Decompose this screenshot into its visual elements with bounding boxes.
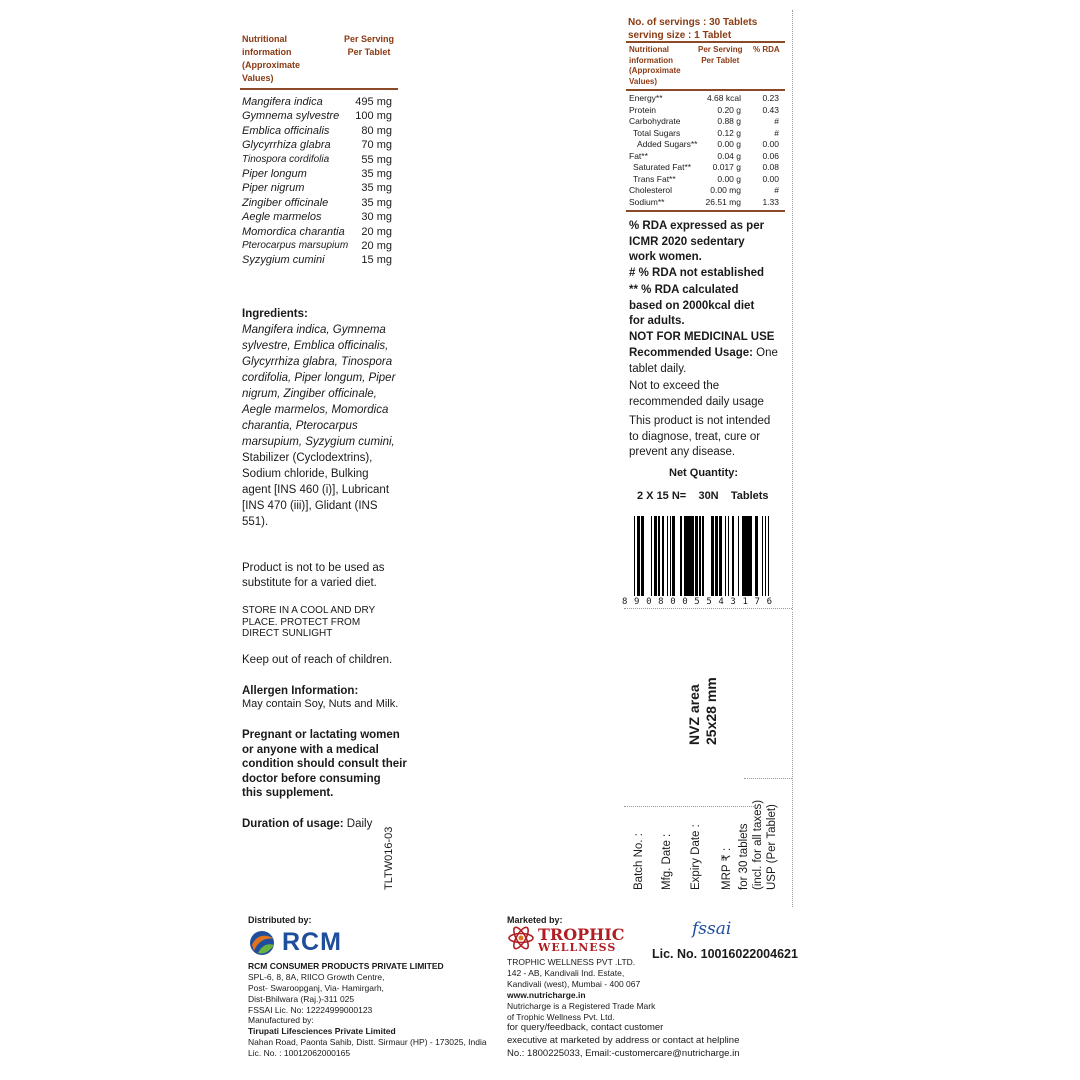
barcode-digit: 8 <box>622 597 628 607</box>
note-line: work women. <box>629 251 702 263</box>
ingredients-plain <box>242 450 389 530</box>
address-line: SPL-6, 8, 8A, RIICO Growth Centre, <box>248 972 385 982</box>
nvz-line: 25x28 mm <box>703 677 719 745</box>
nutrition-row <box>629 185 779 196</box>
serving-size: serving size : 1 Tablet <box>628 30 732 41</box>
table-header-rule <box>626 89 785 91</box>
header-line: information <box>242 47 292 57</box>
guide-line <box>624 608 792 609</box>
allergen-title: Allergen Information: <box>242 685 359 697</box>
composition-amount: 20 mg <box>361 225 392 238</box>
composition-row <box>242 96 392 110</box>
composition-row <box>242 139 392 153</box>
barcode-digit: 0 <box>682 597 688 607</box>
composition-name: Piper longum <box>242 168 307 180</box>
composition-amount: 15 mg <box>361 254 392 267</box>
note-line: DIRECT SUNLIGHT <box>242 628 333 639</box>
nutrient-name: Cholesterol <box>629 185 672 195</box>
address-line: Dist-Bhilwara (Raj.)-311 025 <box>248 994 355 1004</box>
nutrient-value: 0.12 g <box>717 127 741 138</box>
trophic-address <box>507 957 640 990</box>
barcode-digit: 5 <box>694 597 700 607</box>
note-line: ICMR 2020 sedentary <box>629 235 745 248</box>
header-line: Values) <box>242 73 274 83</box>
guide-line <box>792 10 793 610</box>
nutrition-row <box>629 128 779 139</box>
warning-line: or anyone with a medical <box>242 743 379 756</box>
header-line: Nutritional <box>242 34 287 44</box>
table-header-col1 <box>629 45 681 87</box>
guide-line <box>624 806 754 807</box>
rcm-address <box>248 972 385 1016</box>
mrp-label: MRP ₹ : <box>721 847 733 890</box>
composition-name: Zingiber officinale <box>242 196 329 209</box>
nutrient-rda: # <box>774 127 779 138</box>
trademark-note <box>507 1001 655 1023</box>
composition-name: Syzygium cumini <box>242 254 325 267</box>
composition-row <box>242 110 392 124</box>
ingredients-line: charantia, Pterocarpus <box>242 420 358 432</box>
composition-amount: 100 mg <box>355 110 392 123</box>
header-line: Per Tablet <box>701 55 740 65</box>
fssai-license: Lic. No. 10016022004621 <box>652 947 798 961</box>
product-code: TLTW016-03 <box>383 826 395 890</box>
feedback-line: No.: 1800225033, Email:-customercare@nutricharge.in <box>507 1048 740 1059</box>
header-line: Per Serving <box>698 45 743 54</box>
composition-name: Tinospora cordifolia <box>242 153 330 165</box>
composition-name: Piper nigrum <box>242 182 305 195</box>
recommended-usage <box>629 346 778 377</box>
note-line: This product is not intended <box>629 415 771 427</box>
composition-row <box>242 226 392 240</box>
nutrient-name: Trans Fat** <box>633 173 676 184</box>
composition-name: Pterocarpus marsupium <box>242 240 349 251</box>
barcode-digit: 1 <box>742 597 748 607</box>
nutrition-row <box>629 139 779 150</box>
note-line: ** % RDA calculated <box>629 284 739 296</box>
table-top-rule <box>626 41 785 43</box>
composition-row <box>242 240 392 254</box>
nutrient-name: Total Sugars <box>633 127 681 138</box>
composition-row <box>242 211 392 225</box>
composition-amount: 35 mg <box>361 196 392 209</box>
nutrient-rda: 0.06 <box>762 150 779 161</box>
note-line: Product is not to be used as <box>242 562 385 574</box>
rda-note <box>629 219 764 266</box>
rcm-logo-text: RCM <box>282 928 342 956</box>
header-line: (Approximate <box>629 66 681 75</box>
warning-line: Pregnant or lactating women <box>242 729 400 741</box>
warning-line: condition should consult their <box>242 758 407 770</box>
ingredients-line: Glycyrrhiza glabra, Tinospora <box>242 356 393 368</box>
usage-value: One <box>752 347 778 359</box>
nutrient-name: Saturated Fat** <box>633 162 692 172</box>
note-line: Not to exceed the <box>629 380 720 392</box>
nutrient-value: 4.68 kcal <box>706 93 741 103</box>
ingredients-line: Stabilizer (Cyclodextrins), <box>242 452 373 464</box>
ingredients-italic <box>242 322 395 450</box>
left-header-col1 <box>242 33 300 85</box>
header-line: Per Tablet <box>347 47 391 57</box>
trademark-line: of Trophic Wellness Pvt. Ltd. <box>507 1012 615 1022</box>
nvz-area-label <box>686 677 720 745</box>
rcm-logo <box>248 929 388 957</box>
note-line: prevent any disease. <box>629 446 736 458</box>
storage-note <box>242 605 375 640</box>
nutrient-value: 0.017 g <box>712 162 741 172</box>
batch-no-label: Batch No. : <box>633 833 645 890</box>
nutrient-name: Carbohydrate <box>629 116 681 126</box>
nutrient-value: 0.00 g <box>717 173 741 184</box>
note-line: % RDA expressed as per <box>629 220 765 232</box>
barcode <box>634 516 770 596</box>
duration-of-usage <box>242 816 372 832</box>
note-line: PLACE. PROTECT FROM <box>242 616 361 628</box>
composition-row <box>242 182 392 196</box>
barcode-digit: 6 <box>766 597 772 607</box>
barcode-digit: 4 <box>718 597 724 607</box>
composition-row <box>242 168 392 182</box>
barcode-digit: 8 <box>658 597 664 607</box>
composition-name: Emblica officinalis <box>242 124 330 137</box>
trophic-atom-icon <box>507 926 535 950</box>
address-line: FSSAI Lic. No: 12224999000123 <box>248 1005 373 1015</box>
marketed-by-label: Marketed by: <box>507 915 563 925</box>
table-header-col3: % RDA <box>753 45 780 54</box>
left-header-col2 <box>344 33 394 59</box>
composition-name: Aegle marmelos <box>242 211 322 224</box>
nutrient-rda: 0.43 <box>762 104 779 115</box>
composition-row <box>242 197 392 211</box>
header-line: Values) <box>629 76 658 86</box>
intended-note <box>629 414 770 461</box>
mrp-line: for 30 tablets <box>738 823 750 890</box>
net-quantity-label: Net Quantity: <box>669 467 739 479</box>
ingredients-line: Mangifera indica, Gymnema <box>242 324 386 336</box>
wellness-logo-text: WELLNESS <box>538 941 617 954</box>
nutrient-name: Energy** <box>629 93 663 103</box>
composition-name: Mangifera indica <box>242 96 323 108</box>
warning-line: doctor before consuming <box>242 772 381 785</box>
mrp-line: USP (Per Tablet) <box>766 804 778 890</box>
note-line: for adults. <box>629 315 685 327</box>
ingredients-line: agent [INS 460 (i)], Lubricant <box>242 484 390 496</box>
ingredients-line: 551). <box>242 516 269 528</box>
substitute-note <box>242 561 385 591</box>
nutrient-value: 26.51 mg <box>705 196 741 207</box>
composition-row <box>242 154 392 168</box>
trophic-logo-text: TROPHIC <box>538 925 625 944</box>
composition-amount: 70 mg <box>361 139 392 152</box>
note-line: to diagnose, treat, cure or <box>629 430 761 443</box>
nutrient-name: Added Sugars** <box>637 139 698 149</box>
composition-amount: 80 mg <box>361 124 392 137</box>
nutrition-row <box>629 174 779 185</box>
nutrient-value: 0.00 mg <box>710 185 741 195</box>
nutrient-rda: 0.00 <box>762 173 779 184</box>
nutrition-row <box>629 197 779 208</box>
servings-count: No. of servings : 30 Tablets <box>628 17 758 28</box>
ingredients-line: marsupium, Syzygium cumini, <box>242 436 395 448</box>
nutrient-value: 0.20 g <box>717 104 741 115</box>
usage-label: Recommended Usage: <box>629 347 753 359</box>
trademark-line: Nutricharge is a Registered Trade Mark <box>507 1001 656 1011</box>
barcode-digit: 7 <box>754 597 760 607</box>
composition-name: Gymnema sylvestre <box>242 110 340 123</box>
ingredients-line: sylvestre, Emblica officinalis, <box>242 340 389 352</box>
ingredients-line: nigrum, Zingiber officinale, <box>242 388 377 400</box>
pregnant-warning <box>242 728 407 801</box>
feedback-line: executive at marketed by address or contact at helpline <box>507 1035 740 1046</box>
barcode-number <box>622 597 772 607</box>
nutrition-row <box>629 151 779 162</box>
rda-not-established: # % RDA not established <box>629 267 765 279</box>
composition-row <box>242 125 392 139</box>
guide-line <box>744 778 792 779</box>
distributed-by-label: Distributed by: <box>248 915 312 925</box>
composition-amount: 30 mg <box>361 211 392 224</box>
net-quantity-value: 2 X 15 N= 30N Tablets <box>637 490 769 502</box>
barcode-digit: 9 <box>634 597 640 607</box>
ingredients-line: [INS 470 (iii)], Glidant (INS <box>242 500 378 512</box>
address-line: Kandivali (west), Mumbai - 400 067 <box>507 979 641 989</box>
nutrition-row <box>629 105 779 116</box>
manufactured-by-label: Manufactured by: <box>248 1015 314 1025</box>
nutrient-value: 0.00 g <box>717 139 741 149</box>
composition-amount: 35 mg <box>361 182 392 195</box>
manufacturer-company: Tirupati Lifesciences Private Limited <box>248 1026 396 1036</box>
nutrient-rda: 0.00 <box>762 139 779 149</box>
nutrient-name: Sodium** <box>629 196 665 207</box>
composition-amount: 55 mg <box>361 153 392 166</box>
mfg-date-label: Mfg. Date : <box>661 833 673 890</box>
warning-line: this supplement. <box>242 787 334 799</box>
nutrient-value: 0.88 g <box>717 116 741 126</box>
duration-value: Daily <box>343 818 373 830</box>
address-line: Nahan Road, Paonta Sahib, Distt. Sirmaur (HP) - 173025, India <box>248 1037 487 1047</box>
address-line: TROPHIC WELLNESS PVT .LTD. <box>507 957 636 967</box>
nutrient-value: 0.04 g <box>717 150 741 161</box>
address-line: 142 - AB, Kandivali Ind. Estate, <box>507 968 625 978</box>
note-line: based on 2000kcal diet <box>629 299 755 312</box>
mrp-line: (incl. for all taxes) <box>752 799 764 890</box>
note-line: recommended daily usage <box>629 395 764 408</box>
barcode-digit: 3 <box>730 597 736 607</box>
mrp-detail <box>737 800 779 890</box>
guide-line <box>792 612 793 907</box>
expiry-date-label: Expiry Date : <box>690 824 702 890</box>
header-line: information <box>629 55 673 65</box>
website: www.nutricharge.in <box>507 990 586 1000</box>
nutrition-row <box>629 116 779 127</box>
not-medicinal: NOT FOR MEDICINAL USE <box>629 331 775 343</box>
nutrient-name: Fat** <box>629 150 648 161</box>
header-rule <box>240 88 398 90</box>
rda-calculated-note <box>629 283 754 330</box>
servings-info <box>628 16 757 42</box>
note-line: STORE IN A COOL AND DRY <box>242 605 376 616</box>
children-warning: Keep out of reach of children. <box>242 654 393 666</box>
composition-amount: 495 mg <box>355 96 392 108</box>
table-bottom-rule <box>626 210 785 212</box>
composition-name: Momordica charantia <box>242 225 345 238</box>
barcode-bar <box>768 516 769 596</box>
allergen-text: May contain Soy, Nuts and Milk. <box>242 698 399 710</box>
ingredients-line: cordifolia, Piper longum, Piper <box>242 372 396 384</box>
header-line: Nutritional <box>629 45 669 54</box>
nutrient-name: Protein <box>629 104 656 115</box>
trophic-logo <box>507 926 647 956</box>
nutrient-rda: 1.33 <box>762 196 779 207</box>
nutrient-rda: # <box>774 185 779 195</box>
barcode-digit: 0 <box>670 597 676 607</box>
address-line: Lic. No. : 10012062000165 <box>248 1048 351 1058</box>
nutrition-row <box>629 93 779 104</box>
composition-name: Glycyrrhiza glabra <box>242 139 331 152</box>
duration-label: Duration of usage: <box>242 818 344 830</box>
feedback-line: for query/feedback, contact customer <box>507 1022 664 1033</box>
composition-amount: 20 mg <box>361 240 392 252</box>
nutrient-rda: 0.08 <box>762 162 779 172</box>
barcode-digit: 0 <box>646 597 652 607</box>
composition-row <box>242 254 392 268</box>
rcm-logo-icon <box>248 929 278 957</box>
nvz-line: NVZ area <box>686 684 702 745</box>
header-line: Per Serving <box>344 34 395 44</box>
note-line: substitute for a varied diet. <box>242 577 377 589</box>
nutrient-rda: 0.23 <box>762 93 779 103</box>
nutrition-row <box>629 162 779 173</box>
ingredients-line: Aegle marmelos, Momordica <box>242 404 389 416</box>
manufacturer-address <box>248 1037 487 1059</box>
ingredients-line: Sodium chloride, Bulking <box>242 468 369 480</box>
table-header-col2 <box>698 45 742 66</box>
feedback-note <box>507 1021 740 1060</box>
header-line: (Approximate <box>242 60 301 70</box>
barcode-digit: 5 <box>706 597 712 607</box>
nutrient-rda: # <box>774 116 779 126</box>
usage-line: tablet daily. <box>629 362 687 375</box>
composition-amount: 35 mg <box>361 168 392 180</box>
rcm-company: RCM CONSUMER PRODUCTS PRIVATE LIMITED <box>248 961 444 971</box>
fssai-logo: fssai <box>692 919 732 939</box>
not-exceed-note <box>629 379 764 410</box>
ingredients-title: Ingredients: <box>242 308 308 320</box>
address-line: Post- Swaroopganj, Via- Hamirgarh, <box>248 983 384 993</box>
